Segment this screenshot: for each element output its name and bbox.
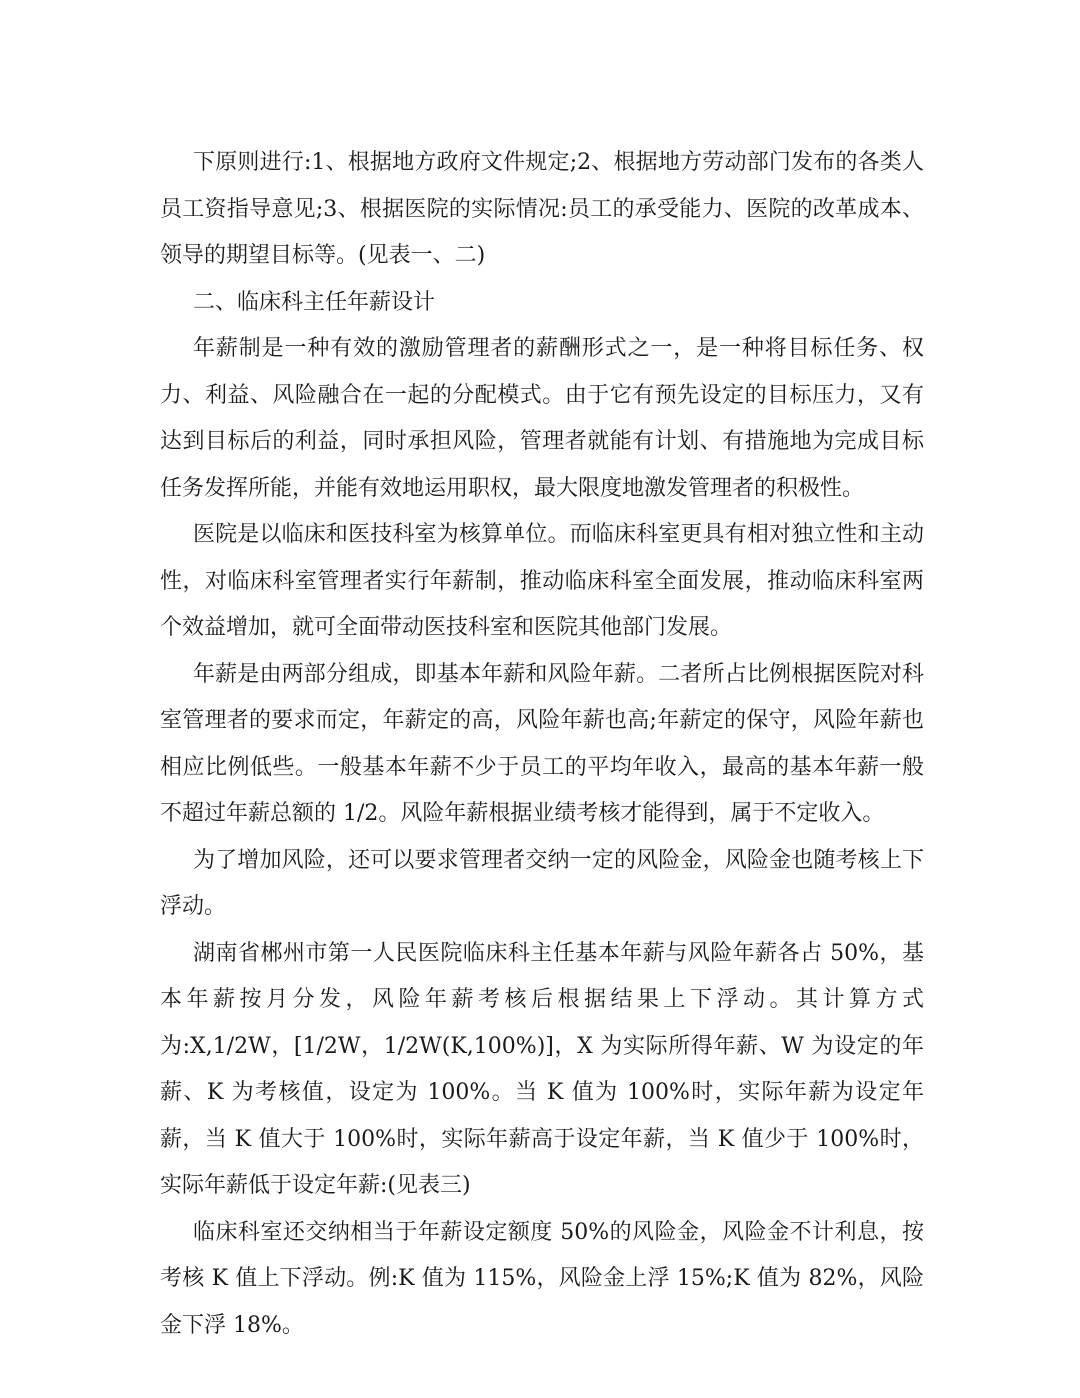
section-heading: 二、临床科主任年薪设计 <box>193 289 436 315</box>
paragraph-risk-deposit-example: 临床科室还交纳相当于年薪设定额度 50%的风险金，风险金不计利息，按考核 K 值上下浮动。例:K 值为 115%，风险金上浮 15%;K 值为 82%，风险金下浮 18%。 <box>160 1219 924 1338</box>
paragraph-salary-composition: 年薪是由两部分组成，即基本年薪和风险年薪。二者所占比例根据医院对科室管理者的要求而定，年薪定的高，风险年薪也高;年薪定的保守，风险年薪也相应比例低些。一般基本年薪不少于员工的平均年收入，最高的基本年薪一般不超过年薪总额的 1/2。风险年薪根据业绩考核才能得到，属于不定收入。 <box>160 661 924 826</box>
paragraph-annual-salary-definition: 年薪制是一种有效的激励管理者的薪酬形式之一，是一种将目标任务、权力、利益、风险融合在一起的分配模式。由于它有预先设定的目标压力，又有达到目标后的利益，同时承担风险，管理者就能有计划、有措施地为完成目标任务发挥所能，并能有效地运用职权，最大限度地激发管理者的积极性。 <box>160 336 924 501</box>
paragraph-accounting-unit: 医院是以临床和医技科室为核算单位。而临床科室更具有相对独立性和主动性，对临床科室管理者实行年薪制，推动临床科室全面发展，推动临床科室两个效益增加，就可全面带动医技科室和医院其他部门发展。 <box>160 522 924 640</box>
paragraph-calculation-method: 湖南省郴州市第一人民医院临床科主任基本年薪与风险年薪各占 50%，基本年薪按月分发，风险年薪考核后根据结果上下浮动。其计算方式为:X,1/2W，[1/2W，1/2W(K,100%)]，X 为实际所得年薪、W 为设定的年薪、K 为考核值，设定为 100%。当 K 值为 100%时，实际年薪为设定年薪，当 K 值大于 100%时，实际年薪高于设定年薪，当 K 值少于 100%时，实际年薪低于设定年薪:(见表三) <box>160 940 924 1198</box>
intro-continuation-paragraph: 下原则进行:1、根据地方政府文件规定;2、根据地方劳动部门发布的各类人员工资指导意见;3、根据医院的实际情况:员工的承受能力、医院的改革成本、领导的期望目标等。(见表一、二) <box>160 150 924 268</box>
document-page <box>160 140 924 1349</box>
paragraph-risk-deposit: 为了增加风险，还可以要求管理者交纳一定的风险金，风险金也随考核上下浮动。 <box>160 847 924 919</box>
